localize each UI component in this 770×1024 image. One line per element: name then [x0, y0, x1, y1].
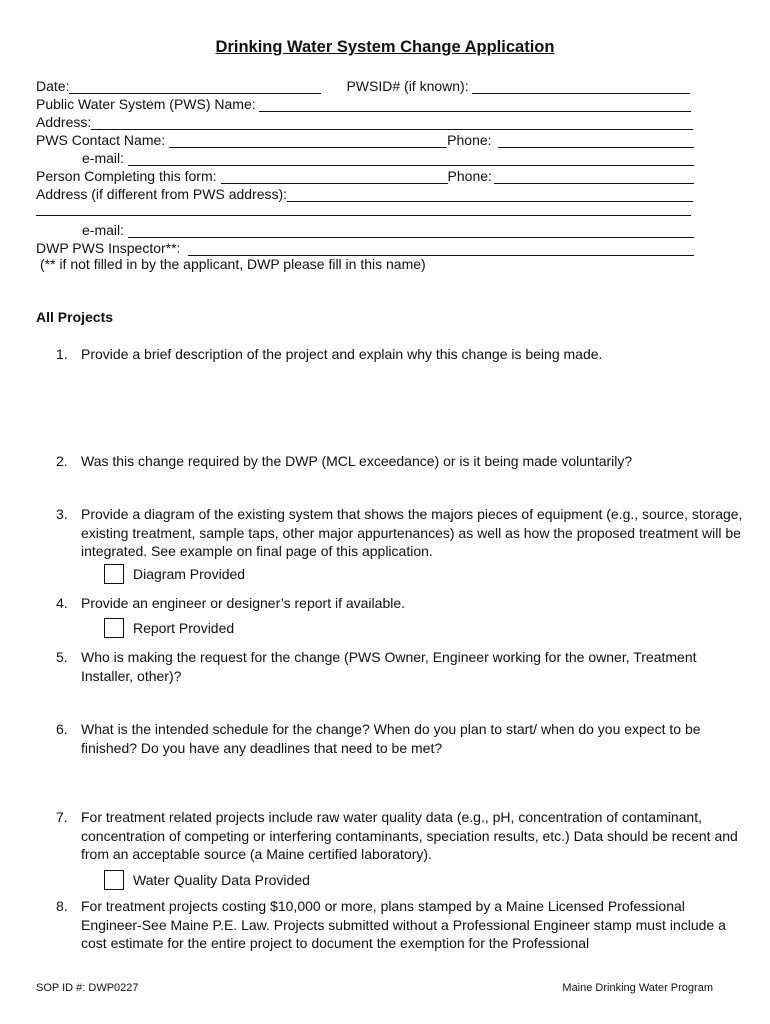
address-row [36, 112, 693, 130]
email-row [82, 148, 694, 166]
pwsid-label: PWSID# (if known): [346, 78, 469, 94]
address-label: Address: [36, 114, 92, 130]
pws-name-field[interactable] [259, 98, 691, 112]
date-label: Date: [36, 78, 70, 94]
question-7 [56, 808, 746, 864]
address-diff-row [36, 184, 693, 202]
diagram-provided-label: Diagram Provided [133, 566, 246, 582]
pws-name-row [36, 94, 691, 112]
email2-field[interactable] [128, 224, 694, 238]
diagram-provided-checkbox[interactable] [104, 564, 124, 584]
phone-label: Phone: [447, 132, 492, 148]
report-provided-checkbox[interactable] [104, 618, 124, 638]
question-number: 8. [56, 898, 68, 914]
question-number: 2. [56, 453, 68, 469]
question-text: For treatment projects costing $10,000 or more, plans stamped by a Maine Licensed Professional Engineer-See Maine P.E. Law. Projects submitted without a Professional Engineer stamp must include a cost estimate for the entire project to document the exemption for the Professional [81, 898, 726, 951]
water-quality-checkbox[interactable] [104, 870, 124, 890]
diagram-provided-check [104, 564, 245, 584]
address-field[interactable] [91, 116, 693, 130]
pwsid-field[interactable] [472, 80, 690, 94]
question-number: 5. [56, 649, 68, 665]
question-5 [56, 648, 746, 685]
question-text: Provide a diagram of the existing system that shows the majors pieces of equipment (e.g., source, storage, existing treatment, sample taps, other major appurtenances) as well as how the proposed treatment will be integrated. See example on final page of this application. [81, 506, 743, 559]
inspector-field[interactable] [188, 242, 694, 256]
email2-row [82, 220, 694, 238]
question-4 [56, 594, 746, 613]
person-completing-row [36, 166, 694, 184]
pws-contact-row [36, 130, 694, 148]
question-6 [56, 720, 746, 757]
question-number: 4. [56, 595, 68, 611]
footer-sop-id: SOP ID #: DWP0227 [36, 982, 139, 994]
question-text: Was this change required by the DWP (MCL exceedance) or is it being made voluntarily? [81, 453, 633, 469]
inspector-label: DWP PWS Inspector**: [36, 240, 181, 256]
phone-field[interactable] [498, 134, 694, 148]
question-text: Provide an engineer or designer’s report if available. [81, 595, 406, 611]
question-text: Provide a brief description of the project and explain why this change is being made. [81, 346, 603, 362]
form-title: Drinking Water System Change Application [215, 38, 555, 56]
question-number: 1. [56, 346, 68, 362]
person-completing-field[interactable] [221, 170, 448, 184]
question-number: 7. [56, 809, 68, 825]
pws-contact-field[interactable] [169, 134, 447, 148]
question-text: What is the intended schedule for the change? When do you plan to start/ when do you expect to be finished? Do you have any deadlines that need to be met? [81, 721, 701, 756]
report-provided-check [104, 618, 234, 638]
address-diff-label: Address (if different from PWS address): [36, 186, 288, 202]
question-text: For treatment related projects include raw water quality data (e.g., pH, concentration of contaminant, concentration of competing or interfering contaminants, speciation results, etc.) Data should be recent and from an acceptable source (a Maine certified laboratory). [81, 809, 738, 862]
water-quality-check [104, 870, 310, 890]
email2-label: e-mail: [82, 222, 125, 238]
section-heading: All Projects [36, 309, 114, 325]
report-provided-label: Report Provided [133, 620, 235, 636]
phone2-label: Phone: [447, 168, 492, 184]
address-diff-line2[interactable] [36, 215, 691, 216]
phone2-field[interactable] [494, 170, 694, 184]
question-text: Who is making the request for the change (PWS Owner, Engineer working for the owner, Treatment Installer, other)? [81, 649, 697, 684]
date-pwsid-row [36, 76, 694, 94]
inspector-note: (** if not filled in by the applicant, DWP please fill in this name) [40, 256, 426, 272]
question-2 [56, 452, 746, 471]
address-diff-field[interactable] [287, 188, 693, 202]
question-8 [56, 897, 746, 953]
footer-program: Maine Drinking Water Program [562, 982, 713, 994]
email-field[interactable] [128, 152, 694, 166]
water-quality-label: Water Quality Data Provided [133, 872, 310, 888]
inspector-row [36, 238, 694, 256]
question-number: 3. [56, 506, 68, 522]
person-completing-label: Person Completing this form: [36, 168, 217, 184]
email-label: e-mail: [82, 150, 125, 166]
pws-name-label: Public Water System (PWS) Name: [36, 96, 256, 112]
date-field[interactable] [69, 80, 321, 94]
question-3 [56, 505, 746, 561]
pws-contact-label: PWS Contact Name: [36, 132, 166, 148]
question-1 [56, 345, 746, 364]
question-number: 6. [56, 721, 68, 737]
